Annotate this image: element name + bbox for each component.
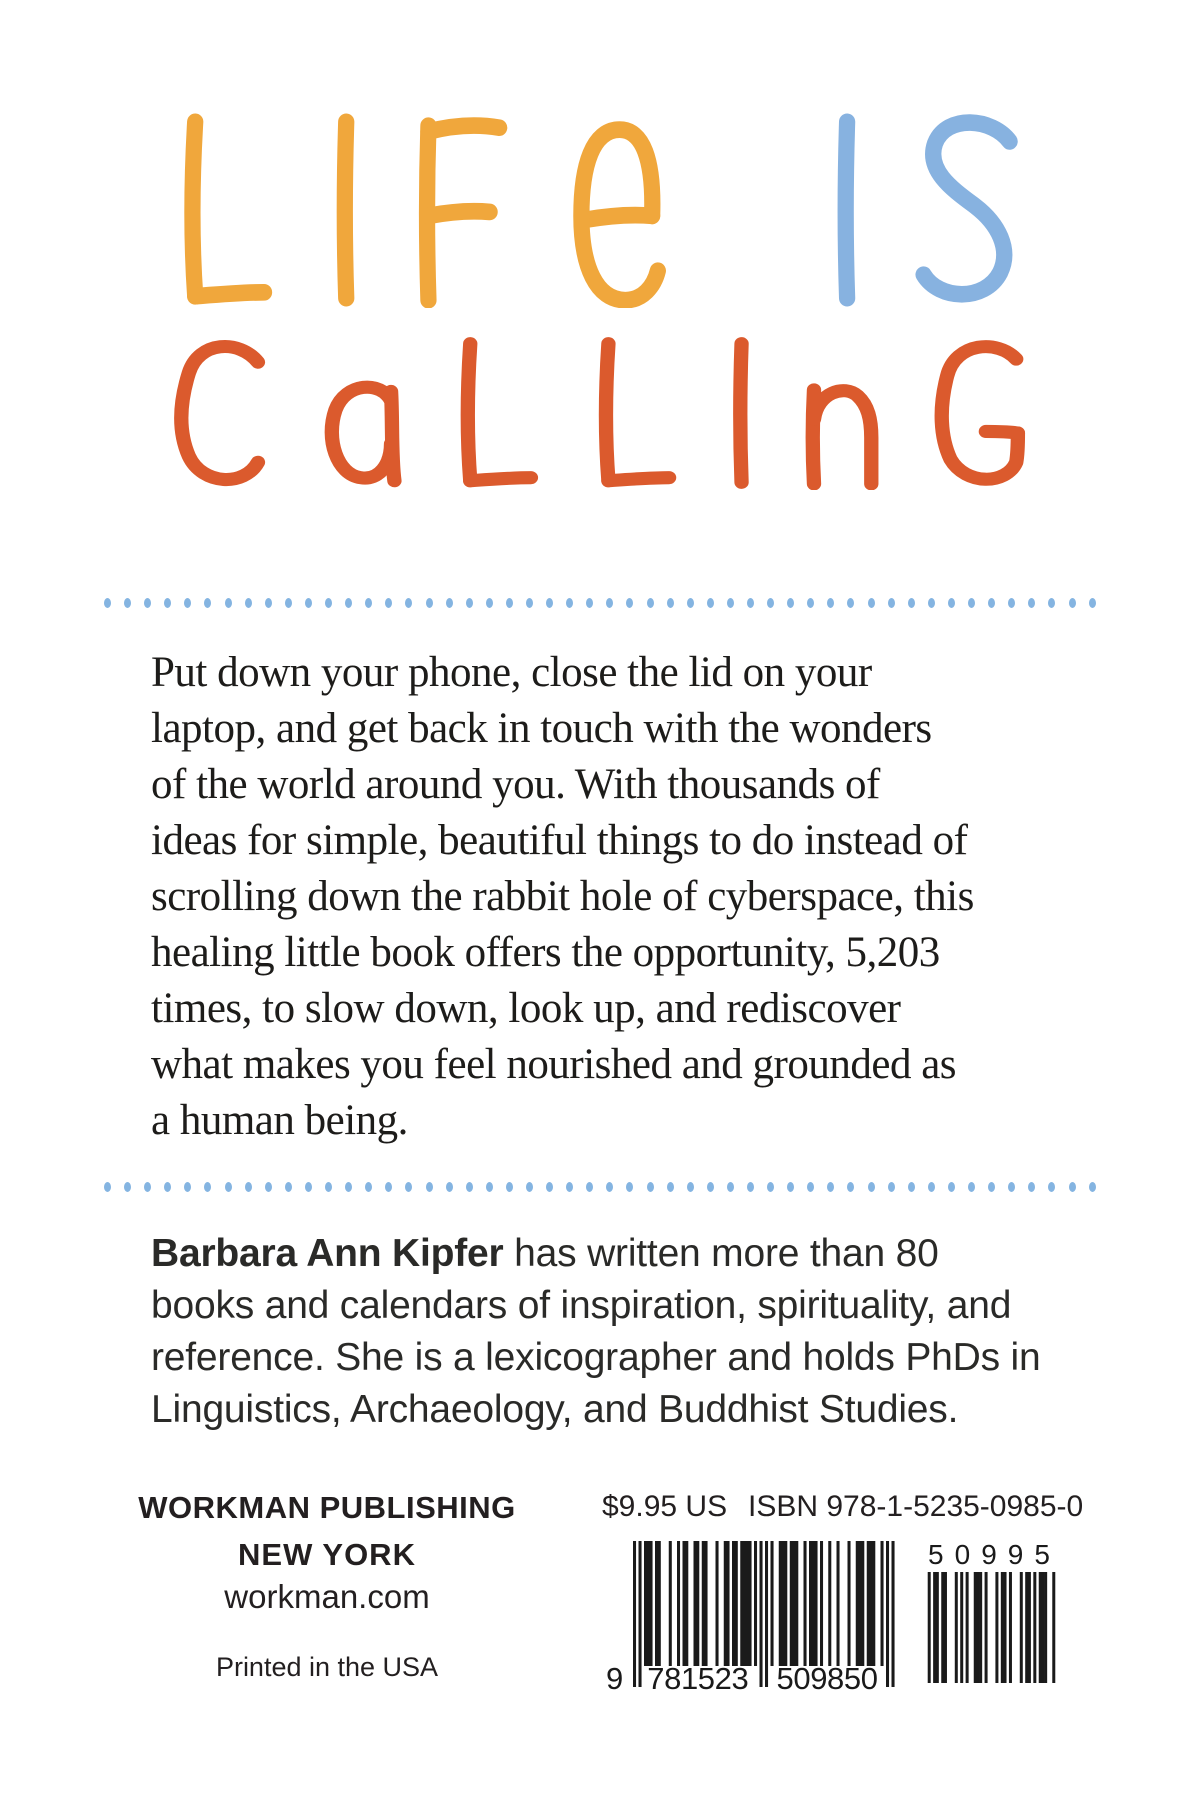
divider-dot <box>365 598 372 608</box>
divider-dot <box>827 1182 834 1192</box>
divider-dot <box>988 598 995 608</box>
divider-dot <box>747 598 754 608</box>
publisher-city: NEW YORK <box>238 1537 416 1572</box>
divider-dot <box>305 598 312 608</box>
divider-dot <box>667 1182 674 1192</box>
description-line: ideas for simple, beautiful things to do instead of <box>151 817 968 864</box>
divider-dot <box>727 598 734 608</box>
divider-dot <box>908 598 915 608</box>
divider-dot <box>647 1182 654 1192</box>
bio-line: Linguistics, Archaeology, and Buddhist Studies. <box>151 1388 959 1431</box>
svg-text:50995: 50995 <box>928 1539 1050 1570</box>
divider-dot <box>385 598 392 608</box>
divider-dot <box>245 598 252 608</box>
divider-dot <box>787 598 794 608</box>
divider-dot <box>626 1182 633 1192</box>
divider-dot <box>647 598 654 608</box>
divider-dot <box>546 598 553 608</box>
svg-text:9: 9 <box>606 1661 624 1696</box>
divider-dot <box>687 598 694 608</box>
divider-dot <box>486 1182 493 1192</box>
divider-dot <box>365 1182 372 1192</box>
divider-dot <box>687 1182 694 1192</box>
divider-dot <box>265 598 272 608</box>
divider-dot <box>446 1182 453 1192</box>
title-text <box>0 0 1 1</box>
divider-dot <box>526 1182 533 1192</box>
divider-dot <box>707 598 714 608</box>
divider-dot <box>184 598 191 608</box>
author-bio <box>151 1228 1131 1436</box>
dotted-divider-top <box>104 597 1096 608</box>
divider-dot <box>1048 598 1055 608</box>
divider-dot <box>606 598 613 608</box>
divider-dot <box>1069 1182 1076 1192</box>
divider-dot <box>204 598 211 608</box>
divider-dot <box>868 1182 875 1192</box>
divider-dot <box>144 1182 151 1192</box>
divider-dot <box>566 1182 573 1192</box>
bio-lines <box>151 1280 1131 1436</box>
divider-dot <box>225 1182 232 1192</box>
divider-dot <box>124 1182 131 1192</box>
divider-dot <box>426 1182 433 1192</box>
divider-dot <box>225 598 232 608</box>
divider-dot <box>466 1182 473 1192</box>
dotted-divider-bottom <box>104 1181 1096 1192</box>
divider-dot <box>566 598 573 608</box>
bio-line-rest: has written more than 80 <box>503 1232 939 1275</box>
divider-dot <box>164 1182 171 1192</box>
divider-dot <box>667 598 674 608</box>
divider-dot <box>807 1182 814 1192</box>
divider-dot <box>948 598 955 608</box>
divider-dot <box>1008 1182 1015 1192</box>
author-name: Barbara Ann Kipfer <box>151 1232 504 1275</box>
divider-dot <box>305 1182 312 1192</box>
divider-dot <box>787 1182 794 1192</box>
divider-dot <box>245 1182 252 1192</box>
divider-dot <box>486 598 493 608</box>
divider-dot <box>506 598 513 608</box>
description-line: what makes you feel nourished and grounded as <box>151 1041 957 1088</box>
divider-dot <box>928 598 935 608</box>
divider-dot <box>285 1182 292 1192</box>
divider-dot <box>767 598 774 608</box>
divider-dot <box>767 1182 774 1192</box>
isbn-label: ISBN 978-1-5235-0985-0 <box>748 1490 1084 1523</box>
divider-dot <box>164 598 171 608</box>
description-line: times, to slow down, look up, and rediscover <box>151 985 901 1032</box>
divider-dot <box>868 598 875 608</box>
divider-dot <box>807 598 814 608</box>
divider-dot <box>988 1182 995 1192</box>
divider-dot <box>1089 598 1096 608</box>
divider-dot <box>707 1182 714 1192</box>
divider-dot <box>586 598 593 608</box>
divider-dot <box>124 598 131 608</box>
divider-dot <box>1028 1182 1035 1192</box>
svg-text:781523: 781523 <box>647 1661 749 1696</box>
publisher-website: workman.com <box>224 1578 430 1615</box>
divider-dot <box>827 598 834 608</box>
divider-dot <box>948 1182 955 1192</box>
divider-dot <box>446 598 453 608</box>
divider-dot <box>1089 1182 1096 1192</box>
divider-dot <box>385 1182 392 1192</box>
divider-dot <box>325 1182 332 1192</box>
bio-line: books and calendars of inspiration, spirituality, and <box>151 1284 1012 1327</box>
divider-dot <box>265 1182 272 1192</box>
divider-dot <box>847 1182 854 1192</box>
divider-dot <box>104 1182 111 1192</box>
description-line: laptop, and get back in touch with the wonders <box>151 705 932 752</box>
divider-dot <box>847 598 854 608</box>
divider-dot <box>928 1182 935 1192</box>
description-line: scrolling down the rabbit hole of cyberspace, this <box>151 873 974 920</box>
divider-dot <box>104 598 111 608</box>
divider-dot <box>204 1182 211 1192</box>
book-description <box>151 645 1111 1149</box>
description-line: healing little book offers the opportunity, 5,203 <box>151 929 940 976</box>
divider-dot <box>466 598 473 608</box>
publisher-name: WORKMAN PUBLISHING <box>138 1490 516 1525</box>
divider-dot <box>888 1182 895 1192</box>
divider-dot <box>1069 598 1076 608</box>
svg-text:509850: 509850 <box>776 1661 878 1696</box>
divider-dot <box>1028 598 1035 608</box>
divider-dot <box>968 598 975 608</box>
divider-dot <box>526 598 533 608</box>
title-line2-art <box>172 336 1028 490</box>
description-line: of the world around you. With thousands of <box>151 761 880 808</box>
divider-dot <box>405 1182 412 1192</box>
barcode <box>600 1536 1070 1726</box>
divider-dot <box>325 598 332 608</box>
divider-dot <box>546 1182 553 1192</box>
divider-dot <box>727 1182 734 1192</box>
divider-dot <box>1048 1182 1055 1192</box>
divider-dot <box>1008 598 1015 608</box>
bio-line: reference. She is a lexicographer and holds PhDs in <box>151 1336 1041 1379</box>
printed-in-label: Printed in the USA <box>215 1652 439 1682</box>
divider-dot <box>908 1182 915 1192</box>
divider-dot <box>285 598 292 608</box>
bio-line <box>151 1228 1131 1280</box>
divider-dot <box>405 598 412 608</box>
description-line: Put down your phone, close the lid on your <box>151 649 872 696</box>
divider-dot <box>606 1182 613 1192</box>
divider-dot <box>506 1182 513 1192</box>
divider-dot <box>586 1182 593 1192</box>
divider-dot <box>184 1182 191 1192</box>
divider-dot <box>345 598 352 608</box>
divider-dot <box>888 598 895 608</box>
divider-dot <box>626 598 633 608</box>
divider-dot <box>968 1182 975 1192</box>
divider-dot <box>426 598 433 608</box>
divider-dot <box>345 1182 352 1192</box>
divider-dot <box>747 1182 754 1192</box>
price-label: $9.95 US <box>602 1490 728 1523</box>
title-line1-art <box>178 112 1023 308</box>
description-line: a human being. <box>151 1097 408 1144</box>
divider-dot <box>144 598 151 608</box>
